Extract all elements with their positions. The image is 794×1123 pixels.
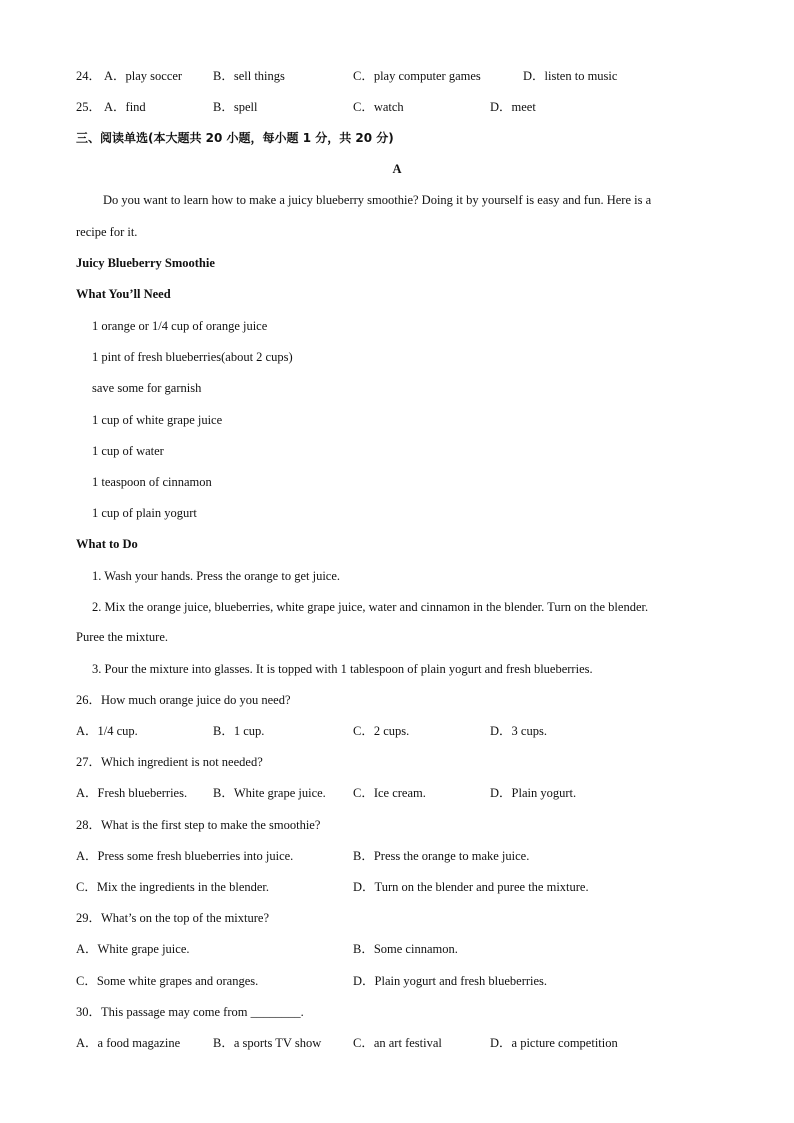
q24-option-c: C．play computer games (353, 69, 481, 83)
q27-option-b: B．White grape juice. (213, 786, 326, 800)
q25-option-a: A．find (104, 100, 146, 114)
step-item: 3. Pour the mixture into glasses. It is topped with 1 tablespoon of plain yogurt and fresh blueberries. (92, 662, 593, 676)
q28-option-b: B．Press the orange to make juice. (353, 849, 530, 863)
need-heading: What You’ll Need (76, 287, 171, 301)
q29-stem: 29．What’s on the top of the mixture? (76, 911, 270, 925)
q27-stem: 27．Which ingredient is not needed? (76, 755, 263, 769)
ingredient-item: save some for garnish (92, 381, 202, 395)
q30-option-a: A．a food magazine (76, 1036, 181, 1050)
step-item: 2. Mix the orange juice, blueberries, white grape juice, water and cinnamon in the blender. Turn on the blender. (92, 600, 649, 614)
q25-option-d: D．meet (490, 100, 536, 114)
do-heading: What to Do (76, 537, 138, 551)
q24-option-b: B．sell things (213, 69, 285, 83)
ingredient-item: 1 cup of plain yogurt (92, 506, 197, 520)
q28-option-c: C．Mix the ingredients in the blender. (76, 880, 270, 894)
q26-stem: 26．How much orange juice do you need? (76, 693, 291, 707)
q27-option-c: C．Ice cream. (353, 786, 426, 800)
step-item: 1. Wash your hands. Press the orange to get juice. (92, 569, 341, 583)
q27-option-a: A．Fresh blueberries. (76, 786, 188, 800)
ingredient-item: 1 cup of white grape juice (92, 413, 223, 427)
q28-option-a: A．Press some fresh blueberries into juice. (76, 849, 294, 863)
ingredient-item: 1 pint of fresh blueberries(about 2 cups) (92, 350, 293, 364)
q25-option-b: B．spell (213, 100, 258, 114)
q25-option-c: C．watch (353, 100, 404, 114)
recipe-title: Juicy Blueberry Smoothie (76, 256, 215, 270)
q24-option-a: A．play soccer (104, 69, 183, 83)
q29-option-d: D．Plain yogurt and fresh blueberries. (353, 974, 548, 988)
ingredient-item: 1 orange or 1/4 cup of orange juice (92, 319, 268, 333)
section-title: 三、阅读单选(本大题共 20 小题，每小题 1 分，共 20 分) (76, 131, 394, 145)
q28-option-d: D．Turn on the blender and puree the mixture. (353, 880, 589, 894)
q29-option-c: C．Some white grapes and oranges. (76, 974, 259, 988)
intro-paragraph-line-2: recipe for it. (76, 225, 138, 239)
q30-stem: 30．This passage may come from ________. (76, 1005, 304, 1019)
q26-option-c: C．2 cups. (353, 724, 410, 738)
ingredient-item: 1 teaspoon of cinnamon (92, 475, 212, 489)
q30-option-c: C．an art festival (353, 1036, 442, 1050)
q24-number: 24． (76, 69, 102, 83)
step-item-continued: Puree the mixture. (76, 630, 168, 644)
q26-option-a: A．1/4 cup. (76, 724, 138, 738)
ingredient-item: 1 cup of water (92, 444, 164, 458)
q30-option-d: D．a picture competition (490, 1036, 618, 1050)
q29-option-a: A．White grape juice. (76, 942, 190, 956)
q26-option-b: B．1 cup. (213, 724, 265, 738)
passage-label: A (392, 162, 402, 176)
q28-stem: 28．What is the first step to make the smoothie? (76, 818, 321, 832)
q26-option-d: D．3 cups. (490, 724, 547, 738)
intro-paragraph-line-1: Do you want to learn how to make a juicy blueberry smoothie? Doing it by yourself is easy and fun. Here is a (103, 193, 652, 207)
q29-option-b: B．Some cinnamon. (353, 942, 458, 956)
q27-option-d: D．Plain yogurt. (490, 786, 577, 800)
q24-option-d: D．listen to music (523, 69, 618, 83)
q25-number: 25． (76, 100, 102, 114)
q30-option-b: B．a sports TV show (213, 1036, 322, 1050)
